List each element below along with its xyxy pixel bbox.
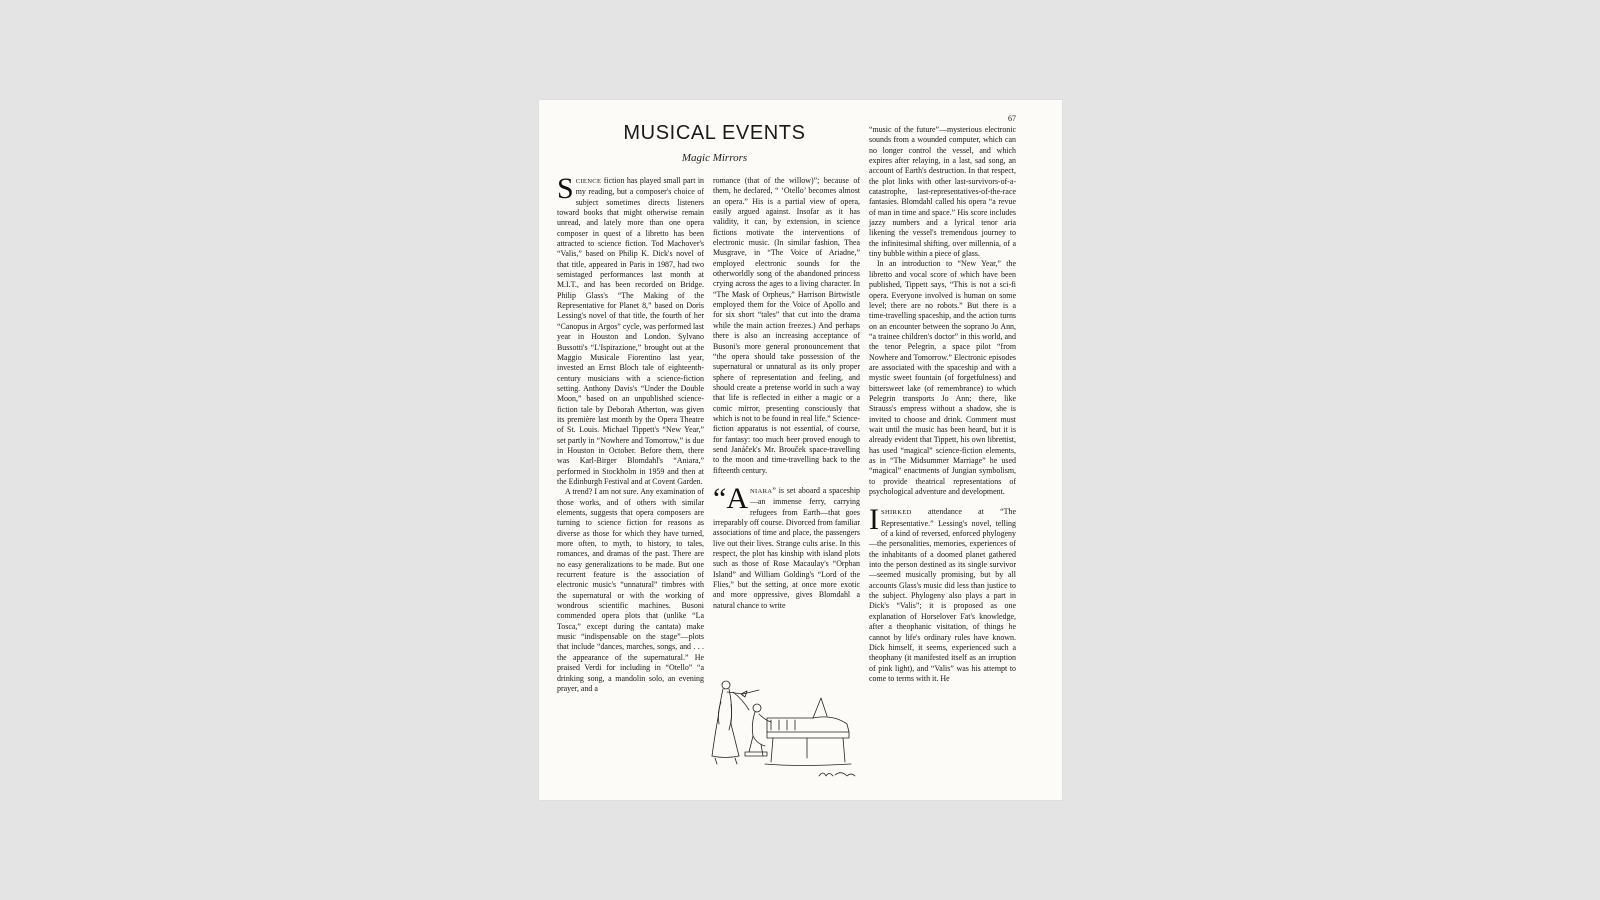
drop-cap: I — [869, 503, 879, 537]
violinist-pianist-illustration — [709, 672, 859, 784]
paragraph-text: attendance at “The Representative.” Lessing's novel, telling of a kind of reversed, enforced phylogeny—the personalities, memories, experiences of the inhabitants of a doomed planet gathered into the person destined as its single survivor—seemed musically promising, but by all accounts Glass's music did less than justice to the subject. Phylogeny also plays a part in Dick's “Valis”; it is proposed as one explanation of Horselover Fat's knowledge, after a theophanic visitation, of things he cannot by life's ordinary rules have known. Dick himself, it seems, experienced such a theophany (it manifested itself as an irruption of pink light), and “Valis” was his attempt to come to terms with it. He — [869, 507, 1016, 683]
paragraph-text: ” is set aboard a spaceship—an immense ferry, carrying refugees from Earth—that goes irreparably off course. Divorced from familiar associations of time and place, the passengers live out their lives. Strange cults arise. In this respect, the plot has kinship with island plots such as those of Rose Macaulay's “Orphan Island” and William Golding's “Lord of the Flies,” but the setting, at once more exotic and more oppressive, gives Blomdahl a natural chance to write — [713, 485, 860, 610]
paragraph: “music of the future”—mysterious electronic sounds from a wounded computer, which can no longer control the vessel, and which expires after relaying, in a last, sad song, an account of Earth's destruction. In that respect, the plot links with other last-survivors-of-a-catastrophe, last-representatives-of-the-race fantasies. Blomdahl called his opera “a revue of man in time and space.” His score includes jazzy numbers and a lyrical tenor aria likening the vessel's tremendous journey to the infinitesimal shifting, over millennia, of a tiny bubble within a piece of glass. — [869, 125, 1016, 259]
paragraph-text: fiction has played small part in my reading, but a composer's choice of subject sometimes directs listeners toward books that might otherwise remain unread, and lately more than one opera composer in quest of a libretto has been attracted to science fiction. Tod Machover's “Valis,” based on Philip K. Dick's novel of that title, appeared in Paris in 1987, had two semistaged performances last month at M.I.T., and has been recorded on Bridge. Philip Glass's “The Making of the Representative for Planet 8,” based on Doris Lessing's novel of that title, the fourth of her “Canopus in Argos” cycle, was performed last year in Houston and London. Sylvano Bussotti's “L'Ispirazione,” brought out at the Maggio Musicale Fiorentino last year, invested an Ernst Bloch tale of eighteenth-century musicians with a science-fiction setting. Anthony Davis's “Under the Double Moon,” based on an unpublished science-fiction tale by Deborah Atherton, was given its première last month by the Opera Theatre of St. Louis. Michael Tippett's “New Year,” set partly in “Nowhere and Tomorrow,” is due in Houston in October. Before them, there was Karl-Birger Blomdahl's “Aniara,” performed in Stockholm in 1959 and then at the Edinburgh Festival and at Covent Garden. — [557, 176, 704, 486]
lead-in-smallcaps: CIENCE — [575, 178, 602, 185]
lead-in-smallcaps: SHIRKED — [881, 509, 912, 517]
text-column-3 — [869, 125, 1016, 785]
lead-in-smallcaps: NIARA — [749, 487, 773, 495]
paragraph — [713, 481, 860, 611]
magazine-page — [539, 100, 1062, 800]
text-column-1 — [557, 172, 704, 776]
page-title: MUSICAL EVENTS — [623, 122, 806, 144]
page-number: 67 — [1008, 114, 1016, 123]
text-column-2 — [713, 176, 860, 662]
paragraph: A trend? I am not sure. Any examination of those works, and of others with similar elements, suggests that opera composers are turning to science fiction for reasons as diverse as those for which they have turned, more often, to myth, to history, to tales, romances, and dramas of the past. There are no easy generalizations to be made. But one recurrent feature is the association of electronic music's “unnatural” timbres with the supernatural or with the working of wondrous scientific machines. Busoni commended opera plots that (unlike “La Tosca,” except during the cantata) make music “indispensable on the stage”—plots that include “dances, marches, songs, and . . . the appearance of the supernatural.” He praised Verdi for including in “Otello” “a drinking song, a mandolin solo, an evening prayer, and a — [557, 487, 704, 693]
drop-cap: “A — [713, 481, 748, 515]
paragraph — [557, 172, 704, 487]
paragraph: romance (that of the willow)”; because of them, he declared, “ ‘Otello’ becomes almost an opera.” His is a partial view of opera, easily argued against. Insofar as it has validity, it can, by extension, in science fictions motivate the interventions of electronic music. (In similar fashion, Thea Musgrave, in “The Voice of Ariadne,” employed electronic sounds for the otherworldly song of the abandoned princess crying across the ages to a living character. In “The Mask of Orpheus,” Harrison Birtwistle employed them for the Voice of Apollo and for six short “tales” that cut into the drama while the main action freezes.) And perhaps there is also an increasing acceptance of Busoni's more general pronouncement that “the opera should take possession of the supernatural or unnatural as its only proper sphere of representation and feeling, and should create a pretense world in such a way that life is reflected in either a magic or a comic mirror, presenting consciously that which is not to be found in real life.” Science-fiction apparatus is not essential, of course, for fantasy: too much beer proved enough to send Janáček's Mr. Brouček space-travelling to the moon and time-travelling back to the fifteenth century. — [713, 176, 860, 475]
paragraph: In an introduction to “New Year,” the libretto and vocal score of which have been published, Tippett says, “This is not a sci-fi opera. Everyone involved is human on some level; there are no robots.” But there is a time-travelling spaceship, and the action turns on an encounter between the soprano Jo Ann, “a trainee children's doctor” in this world, and the tenor Pelegrin, a space pilot “from Nowhere and Tomorrow.” Electronic episodes are associated with the spaceship and with a mystic sweet fountain (of forgetfulness) and bittersweet lake (of remembrance) to which Pelegrin transports Jo Ann; there, like Strauss's empress without a shadow, she is invited to choose and drink. Comment must wait until the music has been heard, but it is already evident that Tippett, his own librettist, has used “magical” science-fiction elements, as in “The Midsummer Marriage” he used “magical” enactments of Jungian symbolism, to provide theatrical representations of psychological adventure and development. — [869, 259, 1016, 497]
article-subtitle: Magic Mirrors — [681, 152, 748, 164]
paragraph — [869, 503, 1016, 684]
drop-cap: S — [557, 172, 574, 205]
